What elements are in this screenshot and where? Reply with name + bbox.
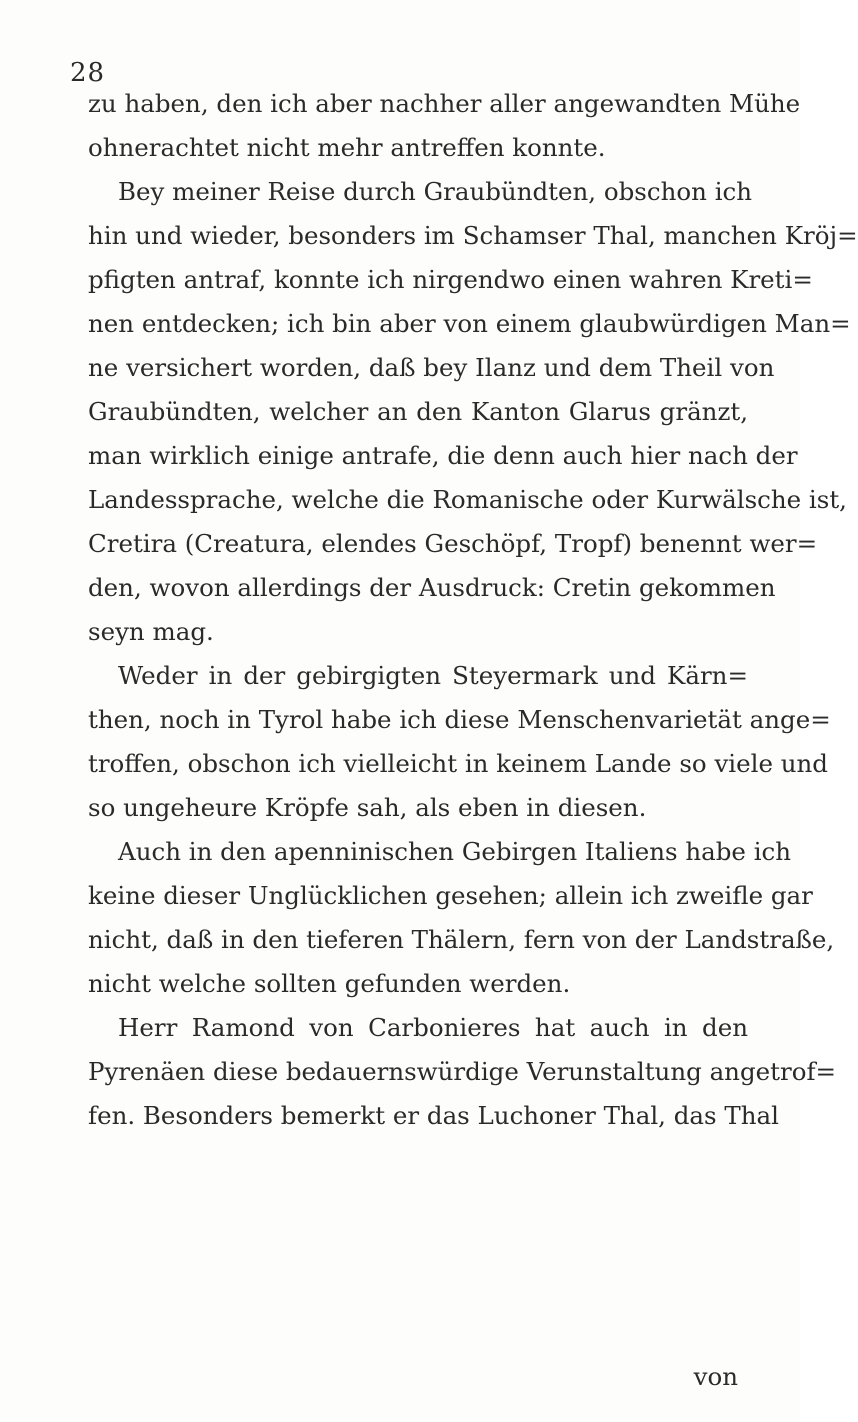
text-line: Landessprache, welche die Romanische oder Kurwälsche ist, xyxy=(88,485,847,514)
body-text xyxy=(88,82,858,1138)
text-line: ohnerachtet nicht mehr antreffen konnte. xyxy=(88,133,606,162)
text-line: pfigten antraf, konnte ich nirgendwo einen wahren Kreti= xyxy=(88,265,813,294)
text-line: zu haben, den ich aber nachher aller angewandten Mühe xyxy=(88,89,801,118)
text-line: so ungeheure Kröpfe sah, als eben in diesen. xyxy=(88,793,647,822)
text-line: Bey meiner Reise durch Graubündten, obschon ich xyxy=(118,177,753,206)
text-line: Cretira (Creatura, elendes Geschöpf, Tropf) benennt wer= xyxy=(88,529,818,558)
text-line: then, noch in Tyrol habe ich diese Menschenvarietät ange= xyxy=(88,705,831,734)
text-line: troffen, obschon ich vielleicht in keinem Lande so viele und xyxy=(88,749,828,778)
text-line: ne versichert worden, daß bey Ilanz und dem Theil von xyxy=(88,353,775,382)
text-line: Auch in den apenninischen Gebirgen Italiens habe ich xyxy=(118,837,792,866)
text-line: hin und wieder, besonders im Schamser Thal, manchen Kröj= xyxy=(88,221,858,250)
text-line: nen entdecken; ich bin aber von einem glaubwürdigen Man= xyxy=(88,309,851,338)
text-line: fen. Besonders bemerkt er das Luchoner Thal, das Thal xyxy=(88,1101,779,1130)
text-line: den, wovon allerdings der Ausdruck: Cretin gekommen xyxy=(88,573,776,602)
text-line: man wirklich einige antrafe, die denn auch hier nach der xyxy=(88,441,798,470)
text-line: seyn mag. xyxy=(88,617,214,646)
text-line: Herr Ramond von Carbonieres hat auch in den xyxy=(118,1013,748,1042)
text-line: Graubündten, welcher an den Kanton Glarus gränzt, xyxy=(88,397,748,426)
text-line: Pyrenäen diese bedauernswürdige Verunstaltung angetrof= xyxy=(88,1057,837,1086)
text-line: nicht welche sollten gefunden werden. xyxy=(88,969,571,998)
text-line: nicht, daß in den tieferen Thälern, fern von der Landstraße, xyxy=(88,925,835,954)
text-line: keine dieser Unglücklichen gesehen; allein ich zweifle gar xyxy=(88,881,813,910)
page-number: 28 xyxy=(70,58,106,88)
text-line: Weder in der gebirgigten Steyermark und Kärn= xyxy=(118,661,748,690)
catchword: von xyxy=(693,1362,738,1391)
